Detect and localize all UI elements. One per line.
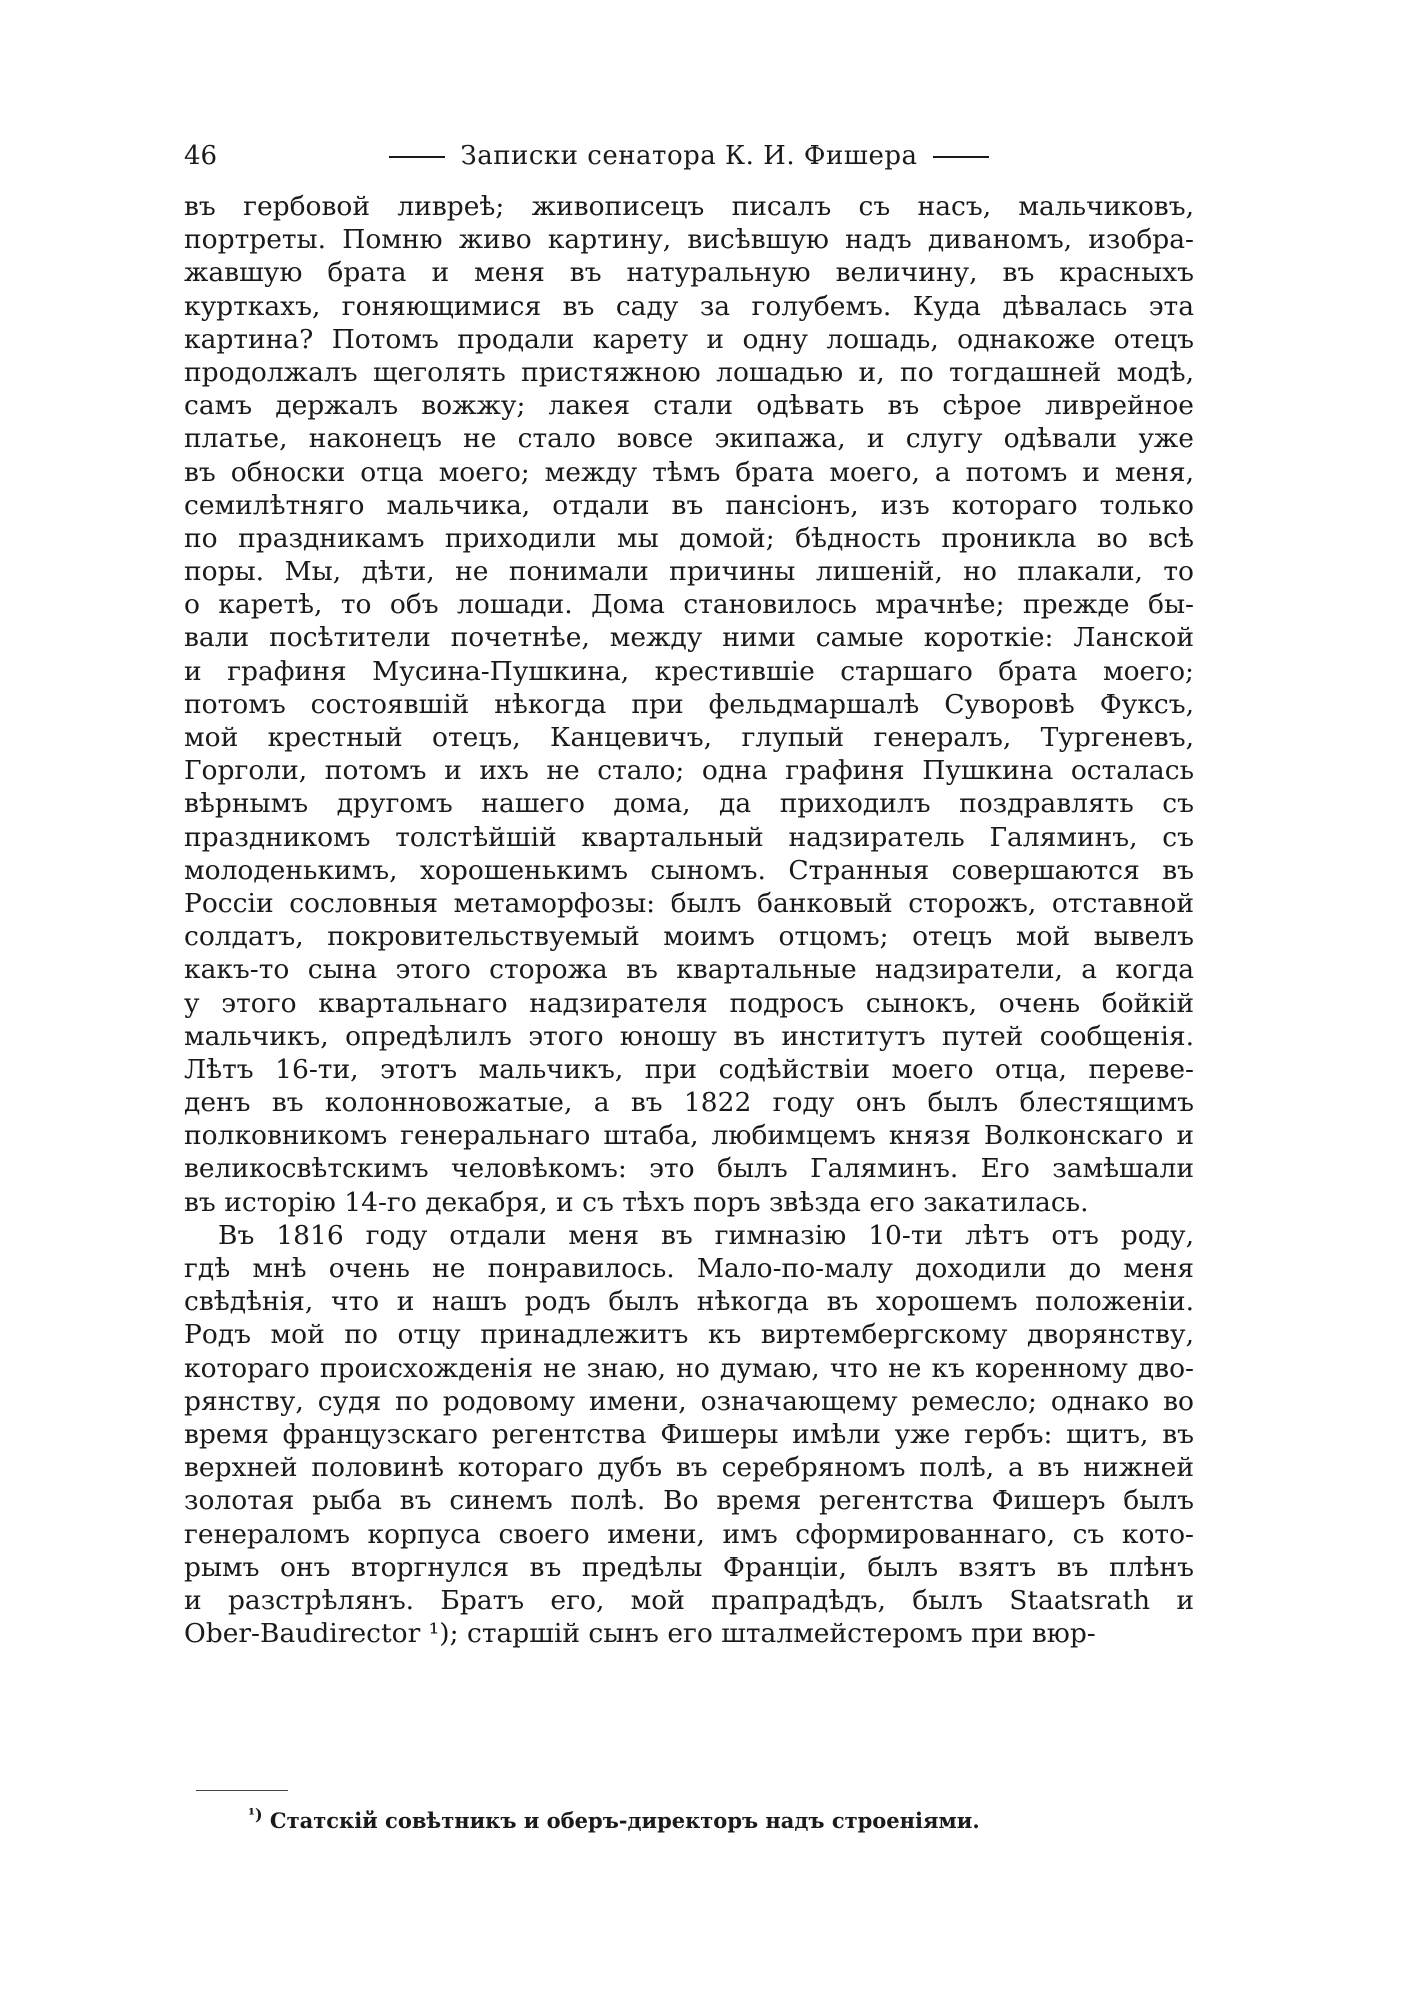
text-line: картина? Потомъ продали карету и одну лошадь, однакоже отецъ bbox=[184, 323, 1194, 355]
running-title bbox=[184, 136, 1194, 176]
right-dash-rule bbox=[933, 156, 989, 158]
running-title-text: Записки сенатора К. И. Фишера bbox=[460, 141, 918, 171]
text-line: и разстрѣлянъ. Братъ его, мой прапрадѣдъ, былъ Staatsrath и bbox=[184, 1584, 1194, 1616]
text-line: Ober-Baudirector ¹); старшій сынъ его шталмейстеромъ при вюр- bbox=[184, 1618, 1096, 1650]
text-line: портреты. Помню живо картину, висѣвшую надъ диваномъ, изобра- bbox=[184, 224, 1194, 256]
left-dash-rule bbox=[389, 156, 445, 158]
text-line: солдатъ, покровительствуемый моимъ отцомъ; отецъ мой вывелъ bbox=[184, 921, 1194, 953]
text-line: время французскаго регентства Фишеры имѣли уже гербъ: щитъ, въ bbox=[184, 1418, 1194, 1450]
text-line: въ исторію 14-го декабря, и съ тѣхъ поръ звѣзда его закатилась. bbox=[184, 1186, 1089, 1218]
text-line: по праздникамъ приходили мы домой; бѣдность проникла во всѣ bbox=[184, 522, 1194, 554]
text-line: въ обноски отца моего; между тѣмъ брата моего, а потомъ и меня, bbox=[184, 456, 1194, 488]
text-line: мальчикъ, опредѣлилъ этого юношу въ институтъ путей сообщенія. bbox=[184, 1020, 1194, 1052]
text-line: гдѣ мнѣ очень не понравилось. Мало-по-малу доходили до меня bbox=[184, 1253, 1194, 1284]
text-line: вѣрнымъ другомъ нашего дома, да приходилъ поздравлять съ bbox=[184, 788, 1194, 820]
text-line: продолжалъ щеголять пристяжною лошадью и, по тогдашней модѣ, bbox=[184, 356, 1194, 388]
text-line: самъ держалъ вожжу; лакея стали одѣвать въ сѣрое ливрейное bbox=[184, 390, 1194, 422]
text-line: о каретѣ, то объ лошади. Дома становилось мрачнѣе; прежде бы- bbox=[184, 589, 1194, 621]
text-line: генераломъ корпуса своего имени, имъ сформированнаго, съ кото- bbox=[184, 1518, 1194, 1550]
text-line: потомъ состоявшій нѣкогда при фельдмаршалѣ Суворовѣ Фуксъ, bbox=[184, 688, 1194, 720]
text-line: мой крестный отецъ, Канцевичъ, глупый генералъ, Тургеневъ, bbox=[184, 722, 1194, 753]
text-line: поры. Мы, дѣти, не понимали причины лишеній, но плакали, то bbox=[184, 556, 1194, 588]
text-line: платье, наконецъ не стало вовсе экипажа, и слугу одѣвали уже bbox=[184, 423, 1194, 455]
text-line: Россіи сословныя метаморфозы: былъ банковый сторожъ, отставной bbox=[184, 887, 1194, 919]
text-line: жавшую брата и меня въ натуральную величину, въ красныхъ bbox=[184, 257, 1194, 289]
text-line: молоденькимъ, хорошенькимъ сыномъ. Странныя совершаются въ bbox=[184, 854, 1194, 886]
text-line: у этого квартальнаго надзирателя подросъ сынокъ, очень бойкій bbox=[184, 987, 1194, 1019]
text-line: и графиня Мусина-Пушкина, крестившіе старшаго брата моего; bbox=[184, 655, 1194, 687]
text-line: великосвѣтскимъ человѣкомъ: это былъ Галяминъ. Его замѣшали bbox=[184, 1153, 1194, 1185]
text-line: семилѣтняго мальчика, отдали въ пансіонъ, изъ котораго только bbox=[184, 489, 1194, 521]
text-line: въ гербовой ливреѣ; живописецъ писалъ съ насъ, мальчиковъ, bbox=[184, 191, 1194, 222]
text-line: Родъ мой по отцу принадлежитъ къ виртембергскому дворянству, bbox=[184, 1319, 1194, 1351]
text-line: вали посѣтители почетнѣе, между ними самые короткіе: Ланской bbox=[184, 622, 1194, 654]
text-line: полковникомъ генеральнаго штаба, любимцемъ князя Волконскаго и bbox=[184, 1120, 1194, 1152]
body-text bbox=[184, 190, 1194, 1650]
text-line: рымъ онъ вторгнулся въ предѣлы Франціи, былъ взятъ въ плѣнъ bbox=[184, 1551, 1194, 1583]
page-header bbox=[184, 136, 1194, 176]
text-line: свѣдѣнія, что и нашъ родъ былъ нѣкогда въ хорошемъ положеніи. bbox=[184, 1286, 1194, 1318]
text-line: Лѣтъ 16-ти, этотъ мальчикъ, при содѣйствіи моего отца, переве- bbox=[184, 1053, 1194, 1085]
text-line: какъ-то сына этого сторожа въ квартальные надзиратели, а когда bbox=[184, 954, 1194, 986]
footnote-rule bbox=[196, 1790, 288, 1791]
text-line: праздникомъ толстѣйшій квартальный надзиратель Галяминъ, съ bbox=[184, 821, 1194, 853]
text-line: денъ въ колонновожатые, а въ 1822 году онъ былъ блестящимъ bbox=[184, 1087, 1194, 1119]
page-number: 46 bbox=[184, 141, 218, 171]
footnote bbox=[248, 1806, 1148, 1836]
text-line: верхней половинѣ котораго дубъ въ серебряномъ полѣ, а въ нижней bbox=[184, 1452, 1194, 1484]
text-line: Горголи, потомъ и ихъ не стало; одна графиня Пушкина осталась bbox=[184, 755, 1194, 787]
text-line: котораго происхожденія не знаю, но думаю, что не къ коренному дво- bbox=[184, 1352, 1194, 1384]
footnote-marker: ¹) bbox=[248, 1805, 263, 1824]
footnote-text: Статскій совѣтникъ и оберъ-директоръ надъ строеніями. bbox=[269, 1808, 980, 1833]
text-line: Въ 1816 году отдали меня въ гимназію 10-ти лѣтъ отъ роду, bbox=[218, 1219, 1194, 1251]
text-line: золотая рыба въ синемъ полѣ. Во время регентства Фишеръ былъ bbox=[184, 1485, 1194, 1517]
text-line: рянству, судя по родовому имени, означающему ремесло; однако во bbox=[184, 1385, 1194, 1417]
text-line: курткахъ, гоняющимися въ саду за голубемъ. Куда дѣвалась эта bbox=[184, 290, 1194, 322]
